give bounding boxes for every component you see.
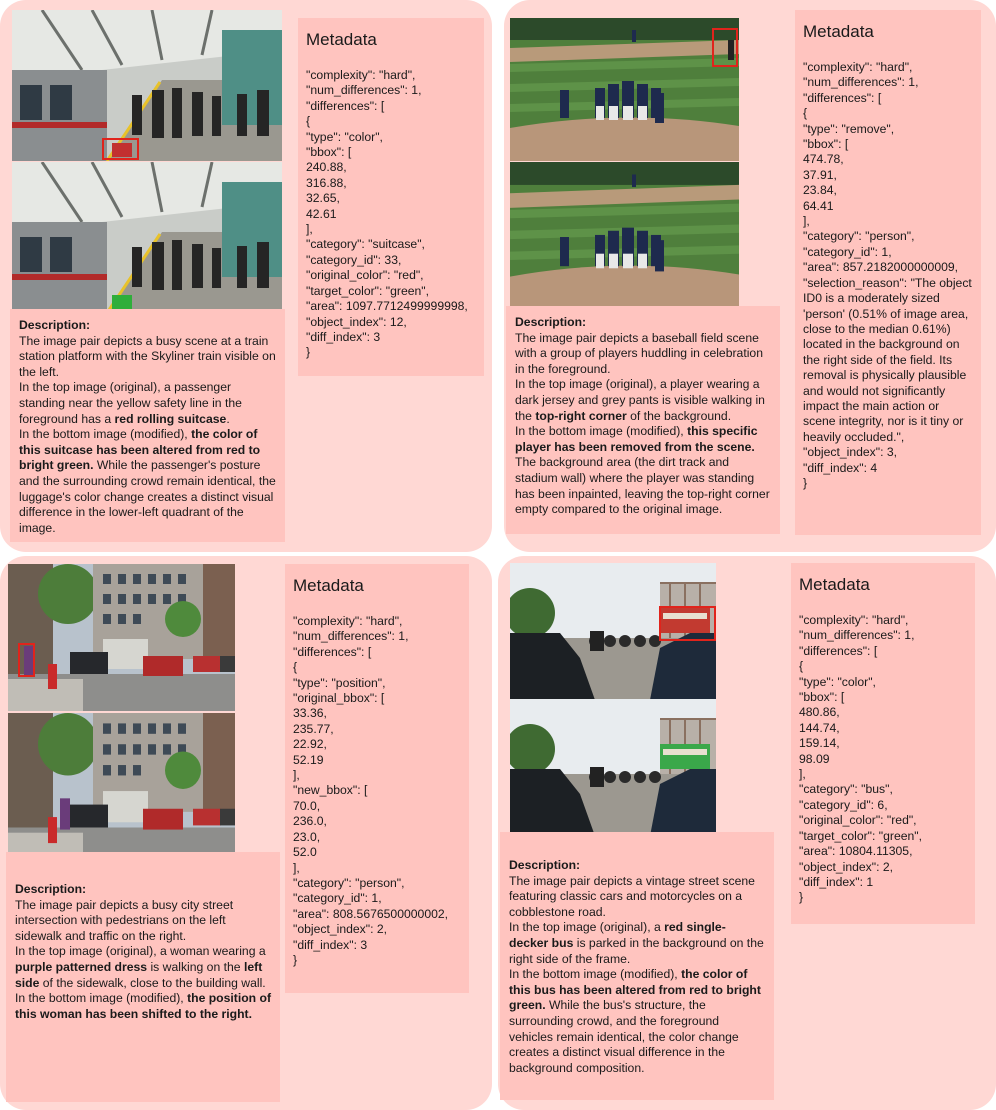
- baseball-original-image: [510, 18, 739, 161]
- description-highlight: the color of this bus has been altered from red to bright green.: [509, 967, 761, 1013]
- description-highlight: purple patterned dress: [15, 959, 148, 974]
- vintage-street-modified-image: [510, 699, 716, 836]
- description-label: Description:: [509, 858, 581, 872]
- description-highlight: red single-decker bus: [509, 920, 726, 950]
- description-run: In the top image (original), a woman wearing a: [15, 944, 266, 959]
- description-panel-3: [6, 852, 280, 1102]
- description-text: [515, 331, 771, 518]
- description-run: In the bottom image (modified),: [15, 991, 188, 1006]
- description-run: In the top image (original), a: [509, 920, 665, 935]
- description-run: In the top image (original), a player wearing a dark jersey and grey pants is visible walking in the: [515, 377, 765, 423]
- description-panel-4: [500, 832, 774, 1100]
- description-paragraph: [15, 944, 271, 991]
- description-paragraph: [509, 920, 765, 967]
- description-highlight: red rolling suitcase: [114, 411, 227, 426]
- description-panel-1: [10, 309, 285, 542]
- description-run: While the passenger's posture and the surrounding crowd remain identical, the luggage's color change creates a distinct visual difference in the lower-left quadrant of the image.: [19, 458, 276, 535]
- description-text: [15, 898, 271, 1023]
- description-run: The image pair depicts a busy scene at a train station platform with the Skyliner train visible on the left.: [19, 333, 276, 379]
- description-run: .: [226, 411, 230, 426]
- description-run: The image pair depicts a busy city street intersection with pedestrians on the left sidewalk and traffic on the right.: [15, 897, 234, 943]
- description-paragraph: [515, 331, 771, 378]
- description-highlight: top-right corner: [535, 408, 627, 423]
- description-run: The image pair depicts a vintage street scene featuring classic cars and motorcycles on a cobblestone road.: [509, 873, 755, 919]
- woman-bbox: [18, 643, 35, 677]
- description-highlight: left side: [15, 959, 263, 990]
- metadata-title: Metadata: [293, 576, 364, 595]
- metadata-title: Metadata: [803, 22, 874, 41]
- description-paragraph: [515, 377, 771, 424]
- description-text: [509, 874, 765, 1077]
- baseball-modified-image: [510, 162, 739, 311]
- metadata-panel-4: [791, 563, 975, 924]
- description-paragraph: [515, 424, 771, 518]
- metadata-title: Metadata: [306, 30, 377, 49]
- train-station-original-image: [12, 10, 282, 161]
- description-run: In the bottom image (modified),: [509, 967, 682, 982]
- metadata-json: "complexity": "hard", "num_differences": 1, "differences": [ { "type": "color", "bbox": [ 480.86, 144.74, 159.14, 98.09 ], "category": "bus", "category_id": 6, "original_color": "red", "target_color": "green", "area": 10804.11305, "object_index": 2, "diff_index": 1 }: [799, 613, 922, 905]
- description-paragraph: [19, 427, 276, 536]
- description-run: In the bottom image (modified),: [19, 427, 192, 442]
- description-text: [19, 334, 276, 537]
- description-paragraph: [15, 991, 271, 1022]
- description-highlight: this specific player has been removed from the scene.: [515, 424, 758, 454]
- description-run: is parked in the background on the right side of the frame.: [509, 935, 764, 966]
- description-run: While the bus's structure, the surrounding crowd, and the foreground vehicles remain identical, the color change creates a distinct visual difference in the background composition.: [509, 998, 739, 1075]
- metadata-panel-2: [795, 10, 981, 535]
- city-street-original-image: [8, 564, 235, 711]
- metadata-json: "complexity": "hard", "num_differences": 1, "differences": [ { "type": "color", "bbox": [ 240.88, 316.88, 32.65, 42.61 ], "category": "suitcase", "category_id": 33, "original_color": "red", "target_color": "green", "area": 1097.7712499999998, "object_index": 12, "diff_index": 3 }: [306, 68, 468, 360]
- metadata-json: "complexity": "hard", "num_differences": 1, "differences": [ { "type": "remove", "bbox": [ 474.78, 37.91, 23.84, 64.41 ], "category": "person", "category_id": 1, "area": 857.2182000000009, "selection_reason": "The object ID0 is a moderately sized 'person' (0.51% of image area, close to the median 0.61%) located in the background on the right side of the field. Its removal is physically plausible and would not significantly impact the main action or scene integrity, nor is it tiny or heavily occluded.", "object_index": 3, "diff_index": 4 }: [803, 60, 972, 490]
- train-station-modified-image: [12, 162, 282, 313]
- metadata-title: Metadata: [799, 575, 870, 594]
- description-run: In the top image (original), a passenger standing near the yellow safety line in the foreground has a: [19, 380, 242, 426]
- bus-bbox: [659, 606, 716, 641]
- description-panel-2: [506, 306, 780, 534]
- description-paragraph: [509, 967, 765, 1076]
- description-paragraph: [15, 898, 271, 945]
- vintage-street-original-image: [510, 563, 716, 700]
- description-run: of the sidewalk, close to the building wall.: [39, 975, 266, 990]
- suitcase-bbox: [102, 138, 139, 160]
- metadata-panel-3: [285, 564, 469, 993]
- description-label: Description:: [19, 318, 91, 332]
- city-street-modified-image: [8, 713, 235, 866]
- description-run: of the background.: [626, 408, 732, 423]
- description-run: The background area (the dirt track and stadium wall) where the player was standing has been inpainted, leaving the top-right corner empty compared to the original image.: [515, 455, 770, 517]
- description-paragraph: [19, 334, 276, 381]
- description-highlight: the color of this suitcase has been altered from red to bright green.: [19, 427, 261, 473]
- description-run: In the bottom image (modified),: [515, 424, 688, 439]
- metadata-json: "complexity": "hard", "num_differences": 1, "differences": [ { "type": "position", "original_bbox": [ 33.36, 235.77, 22.92, 52.19 ], "new_bbox": [ 70.0, 236.0, 23.0, 52.0 ], "category": "person", "category_id": 1, "area": 808.5676500000002, "object_index": 2, "diff_index": 3 }: [293, 614, 449, 967]
- description-highlight: the position of this woman has been shifted to the right.: [15, 991, 272, 1021]
- description-paragraph: [19, 380, 276, 427]
- description-run: The image pair depicts a baseball field scene with a group of players huddling in celebration in the foreground.: [515, 330, 763, 376]
- description-label: Description:: [515, 315, 587, 329]
- description-label: Description:: [15, 882, 87, 896]
- description-paragraph: [509, 874, 765, 921]
- description-run: is walking on the: [147, 959, 244, 974]
- metadata-panel-1: [298, 18, 484, 376]
- player-bbox: [712, 28, 738, 67]
